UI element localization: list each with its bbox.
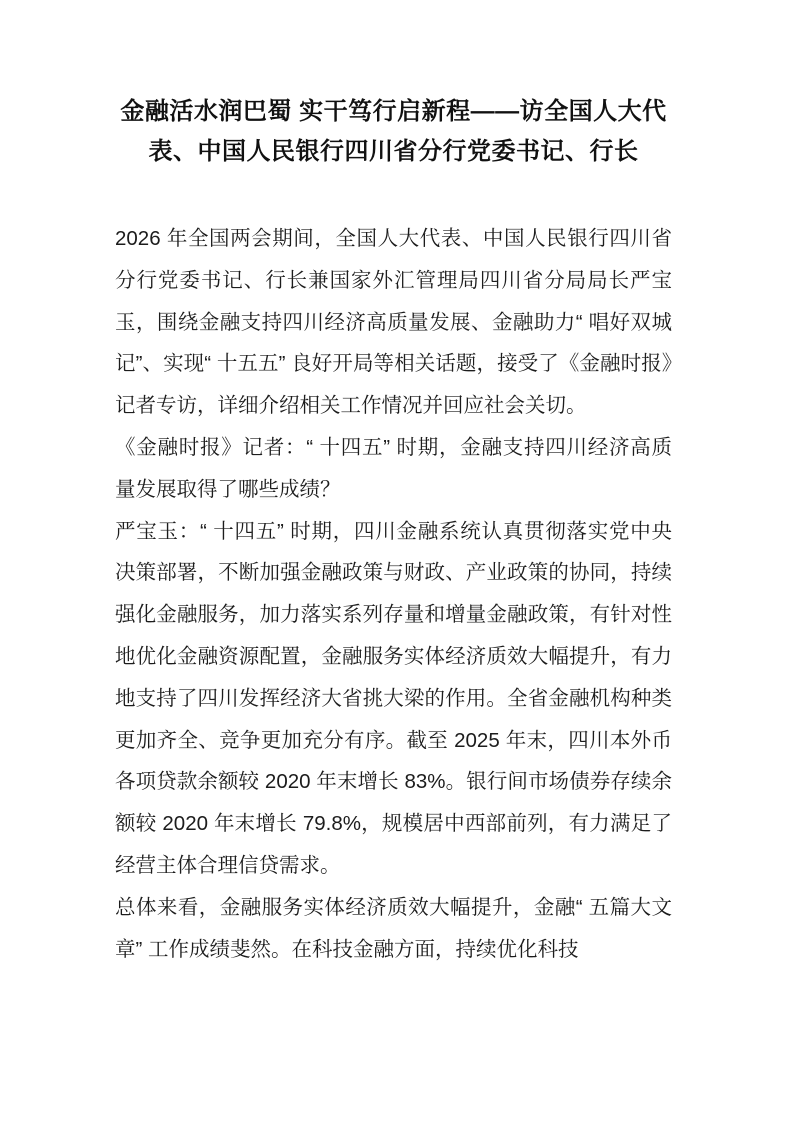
paragraph-reporter-question: 《金融时报》记者：“ 十四五” 时期，金融支持四川经济高质量发展取得了哪些成绩？ — [115, 435, 672, 501]
paragraph-yan-baoyu-answer: 严宝玉：“ 十四五” 时期，四川金融系统认真贯彻落实党中央决策部署，不断加强金融政策与财政、产业政策的协同，持续强化金融服务，加力落实系列存量和增量金融政策，有针对性地优化金融资源配置，金融服务实体经济质效大幅提升，有力地支持了四川发挥经济大省挑大梁的作用。全省金融机构种类更加齐全、竞争更加充分有序。截至 2025 年末，四川本外币各项贷款余额较 2020 年末增长 83%。银行间市场债券存续余额较 2020 年末增长 79.8%，规模居中西部前列，有力满足了经营主体合理信贷需求。 — [115, 519, 672, 877]
paragraph-overall-summary: 总体来看，金融服务实体经济质效大幅提升，金融“ 五篇大文章” 工作成绩斐然。在科技金融方面，持续优化科技 — [115, 895, 672, 961]
document-title: 金融活水润巴蜀 实干笃行启新程——访全国人大代表、中国人民银行四川省分行党委书记、行长 — [120, 98, 667, 165]
document-body — [115, 218, 672, 970]
paragraph-lede: 2026 年全国两会期间，全国人大代表、中国人民银行四川省分行党委书记、行长兼国家外汇管理局四川省分局局长严宝玉，围绕金融支持四川经济高质量发展、金融助力“ 唱好双城记”、实现“ 十五五” 良好开局等相关话题，接受了《金融时报》记者专访，详细介绍相关工作情况并回应社会关切。 — [115, 227, 672, 418]
